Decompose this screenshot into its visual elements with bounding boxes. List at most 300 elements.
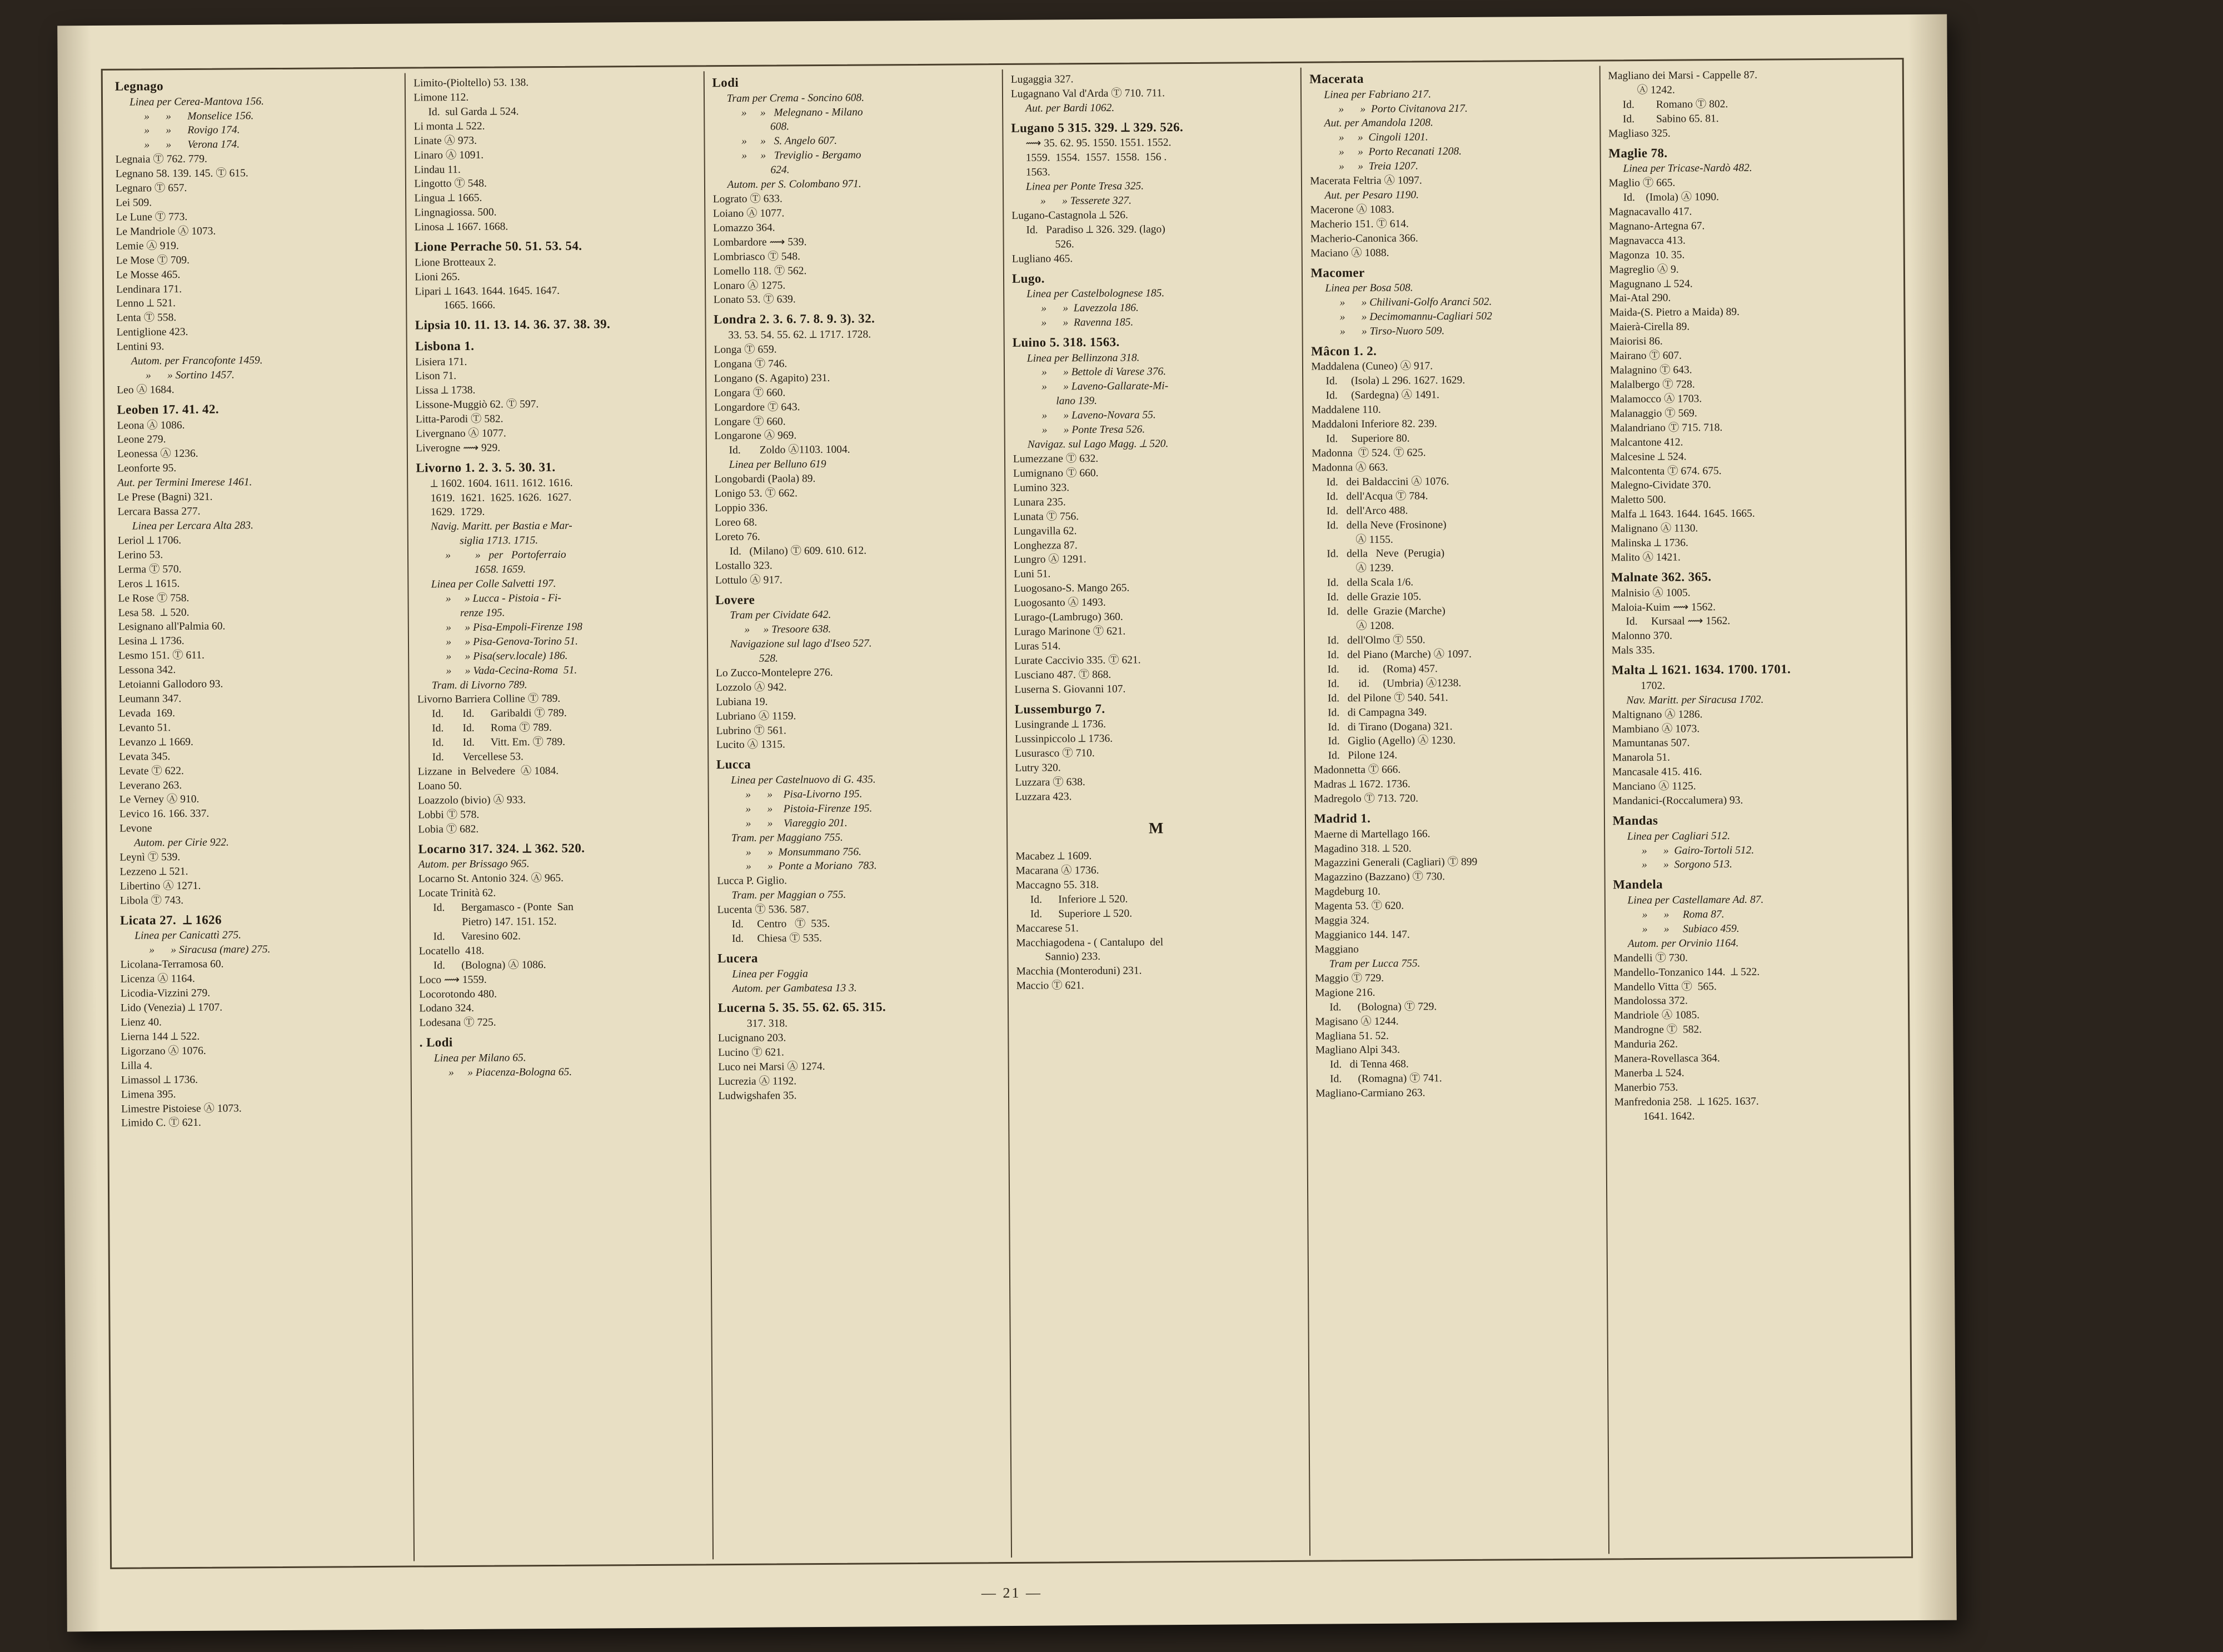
index-entry: Leoben 17. 41. 42. (117, 402, 220, 417)
index-entry: 526. (1055, 238, 1074, 251)
index-entry: Id. del Piano (Marche) Ⓐ 1097. (1327, 648, 1472, 661)
index-entry: Longare Ⓣ 660. (714, 415, 786, 428)
index-entry: Lierna 144 ⟂ 522. (121, 1030, 200, 1043)
index-entry: 624. (770, 164, 790, 176)
index-entry: » » Ravenna 185. (1041, 316, 1134, 329)
index-entry: Lurate Caccivio 335. Ⓣ 621. (1014, 654, 1141, 667)
index-entry: Linea per Castellamare Ad. 87. (1627, 894, 1764, 907)
index-entry: Maiorisi 86. (1609, 336, 1663, 348)
index-entry: » » Melegnano - Milano (741, 106, 863, 119)
index-entry: » » Pisa-Livorno 195. (745, 788, 863, 801)
index-entry: Id. Giglio (Agello) Ⓐ 1230. (1328, 735, 1456, 747)
index-entry: ⟂ 1602. 1604. 1611. 1612. 1616. (430, 477, 573, 490)
index-entry: Lentiglione 423. (116, 326, 188, 339)
index-entry: Magazzino (Bazzano) Ⓣ 730. (1314, 871, 1445, 884)
index-entry: Libertino Ⓐ 1271. (119, 880, 201, 892)
index-entry: Madonna Ⓣ 524. Ⓣ 625. (1312, 447, 1426, 460)
index-entry: Linea per Castelnuovo di G. 435. (731, 773, 876, 786)
index-entry: Macarana Ⓐ 1736. (1015, 864, 1099, 877)
index-entry: Madrid 1. (1314, 811, 1371, 826)
index-entry: Malta ⟂ 1621. 1634. 1700. 1701. (1611, 662, 1791, 677)
index-entry: Tram per Lucca 755. (1329, 957, 1420, 970)
index-entry: Magione 216. (1315, 986, 1375, 999)
index-entry: Limestre Pistoiese Ⓐ 1073. (121, 1102, 242, 1115)
index-entry: » » Tesserete 327. (1040, 194, 1132, 207)
index-entry: Lucrezia Ⓐ 1192. (718, 1075, 797, 1087)
index-entry: Madras ⟂ 1672. 1736. (1313, 778, 1410, 791)
index-entry: Id. Sabino 65. 81. (1622, 112, 1719, 125)
index-entry: Maccio Ⓣ 621. (1016, 980, 1084, 992)
index-entry: Ⓐ 1239. (1355, 562, 1394, 575)
index-entry: Malamocco Ⓐ 1703. (1609, 393, 1702, 406)
index-entry: Locorotondo 480. (419, 988, 497, 1000)
index-entry: Maggia 324. (1314, 915, 1370, 927)
index-entry: Autom. per Orvinio 1164. (1627, 937, 1739, 950)
columns-container (107, 64, 1907, 1563)
index-entry: Id. Kursaal ⟿ 1562. (1626, 615, 1731, 628)
index-entry: Lugo. (1011, 271, 1045, 286)
index-entry: Luzzara Ⓣ 638. (1015, 776, 1085, 788)
index-entry: Macerata Feltria Ⓐ 1097. (1310, 174, 1422, 187)
index-entry: Manerbio 753. (1614, 1081, 1678, 1094)
index-entry: Maierà-Cirella 89. (1609, 321, 1690, 333)
index-entry: Luni 51. (1014, 568, 1051, 581)
index-entry: Lienz 40. (121, 1016, 162, 1029)
index-entry: Lubrino Ⓣ 561. (716, 724, 786, 737)
index-entry: Ludwigshafen 35. (718, 1089, 797, 1102)
text-column-6 (1599, 64, 1907, 1554)
text-column-5 (1300, 66, 1608, 1555)
index-entry: 1658. 1659. (474, 563, 526, 576)
index-entry: Lucito Ⓐ 1315. (716, 738, 785, 751)
index-entry: Linea per Canicattì 275. (134, 929, 242, 942)
index-entry: Malcontenta Ⓣ 674. 675. (1610, 465, 1722, 477)
index-entry: Id. (Sardegna) Ⓐ 1491. (1325, 389, 1439, 402)
index-entry: Lumignano Ⓣ 660. (1013, 467, 1099, 480)
index-entry: Lucenta Ⓣ 536. 587. (717, 904, 809, 916)
index-entry: Lugagnano Val d'Arda Ⓣ 710. 711. (1010, 87, 1165, 100)
index-entry: Loiano Ⓐ 1077. (712, 207, 785, 220)
index-entry: Magugnano ⟂ 524. (1609, 278, 1693, 290)
index-entry: Linea per Belluno 619 (729, 458, 826, 471)
index-entry: Madonna Ⓐ 663. (1312, 461, 1388, 474)
index-entry: » » Lucca - Pistoia - Fi- (445, 592, 561, 605)
index-entry: Longobardi (Paola) 89. (714, 473, 816, 486)
index-entry: Lenno ⟂ 521. (116, 297, 176, 310)
index-entry: Luco nei Marsi Ⓐ 1274. (718, 1060, 825, 1073)
index-entry: Limido C. Ⓣ 621. (121, 1117, 201, 1130)
index-entry: Luogosano-S. Mango 265. (1014, 582, 1130, 595)
index-entry: Tram. per Maggian o 755. (731, 889, 846, 902)
index-entry: ⟿ 35. 62. 95. 1550. 1551. 1552. (1025, 137, 1172, 150)
index-entry: Mancasale 415. 416. (1612, 766, 1702, 778)
index-entry: » » Vada-Cecina-Roma 51. (446, 664, 577, 677)
index-entry: Lobbi Ⓣ 578. (418, 808, 480, 821)
index-entry: Linate Ⓐ 973. (413, 134, 477, 147)
index-entry: Lonaro Ⓐ 1275. (713, 279, 786, 292)
index-entry: Lumezzane Ⓣ 632. (1013, 453, 1099, 465)
index-entry: Licodia-Vizzini 279. (120, 987, 211, 1000)
index-entry: Id. di Campagna 349. (1328, 706, 1427, 719)
index-entry: 1629. 1729. (430, 506, 485, 518)
index-entry: Maccagno 55. 318. (1015, 879, 1099, 891)
index-entry: Lubriano Ⓐ 1159. (716, 710, 796, 722)
book-page (57, 14, 1957, 1632)
index-entry: Luzzara 423. (1015, 791, 1072, 803)
index-entry: » » Treviglio - Bergamo (741, 149, 861, 162)
index-entry: Lugano-Castagnola ⟂ 526. (1011, 209, 1128, 222)
index-entry: 1665. 1666. (443, 300, 496, 312)
index-entry: Licenza Ⓐ 1164. (120, 973, 195, 985)
index-entry: Le Verney Ⓐ 910. (119, 793, 200, 806)
index-entry: Magdeburg 10. (1314, 886, 1380, 898)
index-entry: Lione Perrache 50. 51. 53. 54. (414, 238, 582, 254)
index-entry: Lentini 93. (116, 341, 165, 353)
index-entry: Lezzeno ⟂ 521. (119, 866, 188, 878)
index-entry: Legnago (114, 79, 164, 93)
index-entry: » » Lavezzola 186. (1041, 302, 1139, 315)
index-entry: Lubiana 19. (716, 696, 768, 708)
index-entry: Lenta Ⓣ 558. (116, 312, 177, 325)
index-entry: Malegno-Cividate 370. (1610, 479, 1711, 492)
index-entry: Longarone Ⓐ 969. (714, 430, 797, 442)
index-entry: Lumino 323. (1013, 482, 1070, 494)
index-entry: 1702. (1641, 680, 1666, 692)
index-entry: Linea per Lercara Alta 283. (132, 520, 254, 532)
index-entry: Le Lune Ⓣ 773. (116, 211, 188, 223)
index-entry: Id. dell'Acqua Ⓣ 784. (1326, 490, 1428, 503)
index-entry: Malalbergo Ⓣ 728. (1609, 378, 1695, 391)
index-entry: Id. (Bologna) Ⓣ 729. (1329, 1000, 1437, 1014)
index-entry: Longhezza 87. (1013, 539, 1078, 552)
index-entry: Maida-(S. Pietro a Maida) 89. (1609, 306, 1740, 319)
index-entry: Id. sul Garda ⟂ 524. (428, 106, 519, 118)
index-entry: Mandolossa 372. (1613, 995, 1688, 1007)
index-entry: Mandanici-(Roccalumera) 93. (1612, 795, 1743, 807)
index-entry: Mamuntanas 507. (1612, 737, 1690, 750)
index-entry: Malfa ⟂ 1643. 1644. 1645. 1665. (1611, 508, 1755, 521)
index-entry: Aut. per Termini Imerese 1461. (117, 476, 252, 489)
index-entry: M (1148, 820, 1164, 837)
text-column-2 (405, 71, 712, 1561)
index-entry: 1559. 1554. 1557. 1558. 156 . (1025, 151, 1167, 164)
index-entry: Longano (S. Agapito) 231. (714, 372, 830, 385)
index-entry: Magliano Alpi 343. (1315, 1044, 1400, 1057)
index-entry: Maggiano (1314, 944, 1359, 956)
index-entry: Limone 112. (413, 91, 469, 104)
index-entry: Id. Pilone 124. (1328, 750, 1398, 762)
index-entry: Macerone Ⓐ 1083. (1310, 203, 1394, 216)
index-entry: Lurago-(Lambrugo) 360. (1014, 611, 1123, 624)
index-entry: Lisiera 171. (415, 356, 467, 368)
index-entry: Levada 169. (118, 707, 176, 720)
index-entry: Autom. per S. Colombano 971. (727, 178, 861, 191)
index-entry: Linea per Milano 65. (433, 1052, 526, 1065)
index-entry: Tram. per Maggiano 755. (731, 831, 843, 844)
index-entry: Magazzini Generali (Cagliari) Ⓣ 899 (1314, 856, 1478, 870)
index-entry: Longara Ⓣ 660. (714, 387, 786, 399)
index-entry: Macherio 151. Ⓣ 614. (1310, 218, 1409, 231)
index-entry: 1619. 1621. 1625. 1626. 1627. (430, 491, 572, 504)
index-entry: » » Sorgono 513. (1642, 859, 1733, 871)
index-entry: Linaro Ⓐ 1091. (413, 149, 484, 162)
index-entry: Li monta ⟂ 522. (413, 120, 485, 133)
index-entry: Autom. per Cirie 922. (134, 836, 229, 849)
index-entry: Id. Bergamasco - (Ponte San (433, 901, 574, 914)
index-entry: Luogosanto Ⓐ 1493. (1014, 597, 1106, 610)
index-entry: Lodi (712, 75, 739, 90)
index-entry: Malandriano Ⓣ 715. 718. (1610, 421, 1723, 435)
index-entry: Lison 71. (415, 370, 457, 382)
index-entry: Linea per Cerea-Mantova 156. (129, 95, 265, 108)
index-entry: » » Gairo-Tortoli 512. (1641, 844, 1755, 857)
index-entry: Lingnagiossa. 500. (414, 206, 497, 219)
index-entry: Id. Paradiso ⟂ 326. 329. (lago) (1026, 223, 1165, 236)
index-entry: » » Pisa-Genova-Torino 51. (446, 635, 578, 648)
index-entry: Lerino 53. (117, 549, 163, 561)
index-entry: Longa Ⓣ 659. (714, 343, 777, 356)
index-entry: 528. (759, 652, 779, 665)
index-entry: Lograto Ⓣ 633. (712, 193, 782, 206)
index-entry: Le Prese (Bagni) 321. (117, 491, 213, 503)
index-entry: Mandrogne Ⓣ 582. (1613, 1024, 1702, 1036)
index-entry: Id. (Isola) ⟂ 296. 1627. 1629. (1325, 375, 1466, 387)
index-entry: Maggio Ⓣ 729. (1314, 972, 1384, 985)
index-entry: Magliano-Carmiano 263. (1315, 1087, 1425, 1100)
index-entry: Id. di Tenna 468. (1329, 1058, 1409, 1071)
index-entry: » » Viareggio 201. (745, 817, 848, 830)
index-entry: Magliana 51. 52. (1315, 1030, 1389, 1042)
index-entry: Id. Vercellese 53. (432, 751, 524, 763)
index-entry: Linea per Bosa 508. (1325, 282, 1413, 295)
index-entry: Linea per Foggia (732, 967, 808, 980)
index-entry: Lindau 11. (414, 163, 461, 176)
text-column-3 (703, 69, 1011, 1559)
index-entry: Lovere (715, 592, 755, 607)
index-entry: » » Rovigo 174. (144, 124, 240, 137)
index-entry: Id. (Bologna) Ⓐ 1086. (433, 959, 546, 971)
index-entry: Macabez ⟂ 1609. (1015, 850, 1092, 862)
index-entry: Id. delle Grazie 105. (1327, 591, 1422, 603)
index-entry: » » Pistoia-Firenze 195. (745, 802, 873, 815)
index-entry: Licata 27. ⟂ 1626 (119, 912, 222, 927)
index-entry: Lilla 4. (121, 1060, 153, 1072)
index-entry: Maddaloni Inferiore 82. 239. (1311, 418, 1437, 431)
index-entry: Ⓐ 1242. (1637, 84, 1675, 96)
index-entry: Id. Inferiore ⟂ 520. (1030, 893, 1128, 906)
index-entry: Macomer (1310, 265, 1365, 280)
index-entry: Malignano Ⓐ 1130. (1611, 522, 1698, 535)
index-entry: Lucerna 5. 35. 55. 62. 65. 315. (717, 1000, 886, 1015)
index-entry: Loreo 68. (715, 516, 757, 529)
index-entry: Locatello 418. (418, 945, 485, 957)
index-entry: Mandas (1612, 813, 1658, 828)
index-entry: Maloia-Kuim ⟿ 1562. (1611, 601, 1716, 613)
index-entry: Legnano 58. 139. 145. Ⓣ 615. (115, 167, 248, 180)
index-entry: » » Decimomannu-Cagliari 502 (1339, 310, 1492, 323)
index-entry: Ⓐ 1155. (1355, 533, 1393, 546)
index-entry: Maletto 500. (1611, 494, 1666, 506)
index-entry: Lungavilla 62. (1013, 525, 1077, 537)
index-entry: Le Rose Ⓣ 758. (118, 592, 190, 605)
index-entry: Lugaggia 327. (1010, 73, 1074, 86)
index-entry: Lisbona 1. (415, 338, 475, 353)
index-entry: Magisano Ⓐ 1244. (1315, 1015, 1399, 1028)
index-entry: Lurago Marinone Ⓣ 621. (1014, 625, 1126, 638)
index-entry: Mandela (1613, 877, 1663, 892)
index-entry: Navigaz. sul Lago Magg. ⟂ 520. (1027, 438, 1169, 451)
index-entry: Id. id. (Umbria) Ⓐ1238. (1327, 677, 1462, 690)
index-entry: Maerne di Martellago 166. (1314, 827, 1431, 841)
index-entry: » » Ponte a Moriano 783. (746, 860, 877, 873)
index-entry: Leonessa Ⓐ 1236. (117, 448, 198, 461)
index-entry: Luserna S. Giovanni 107. (1014, 683, 1126, 696)
index-entry: Aut. per Pesaro 1190. (1324, 189, 1419, 202)
index-entry: » » Laveno-Novara 55. (1041, 409, 1156, 422)
index-entry: Magonza 10. 35. (1609, 249, 1685, 262)
index-entry: Id. Chiesa Ⓣ 535. (731, 932, 822, 945)
index-entry: Loano 50. (417, 780, 462, 792)
index-entry: Levata 345. (119, 750, 171, 763)
index-entry: Tram. di Livorno 789. (431, 678, 527, 691)
index-entry: Madregolo Ⓣ 713. 720. (1313, 792, 1419, 805)
index-entry: Aut. per Amandola 1208. (1324, 117, 1433, 129)
index-entry: Lussemburgo 7. (1014, 701, 1105, 716)
index-entry: Libola Ⓣ 743. (119, 894, 184, 907)
index-entry: Maglio Ⓣ 665. (1608, 177, 1676, 189)
page-border-frame (101, 58, 1913, 1569)
page-number: — 21 — (981, 1584, 1043, 1601)
index-entry: Lissa ⟂ 1738. (415, 385, 476, 397)
index-entry: Magnacavallo 417. (1608, 206, 1692, 218)
index-entry: Malcantone 412. (1610, 436, 1683, 449)
index-entry: Mambiano Ⓐ 1073. (1612, 722, 1700, 735)
index-entry: siglia 1713. 1715. (460, 535, 539, 547)
index-entry: Id. dell'Olmo Ⓣ 550. (1327, 634, 1425, 647)
index-entry: » » Pisa-Empoli-Firenze 198 (446, 621, 582, 633)
index-entry: Id. del Pilone Ⓣ 540. 541. (1327, 691, 1448, 705)
text-column-4 (1002, 68, 1310, 1558)
index-entry: Lione Brotteaux 2. (415, 256, 496, 269)
index-entry: Limena 395. (121, 1088, 176, 1101)
index-entry: Lozzolo Ⓐ 942. (716, 681, 787, 693)
index-entry: Id. della Neve (Perugia) (1327, 547, 1445, 560)
index-entry: 1641. 1642. (1643, 1110, 1695, 1122)
index-entry: Lunara 235. (1013, 496, 1066, 508)
index-entry: Lido (Venezia) ⟂ 1707. (120, 1001, 223, 1014)
index-entry: Lesmo 151. Ⓣ 611. (118, 650, 205, 662)
index-entry: » » Monselice 156. (144, 109, 254, 122)
index-entry: 33. 53. 54. 55. 62. ⟂ 1717. 1728. (728, 328, 871, 342)
index-entry: Limassol ⟂ 1736. (121, 1074, 198, 1086)
index-entry: Magadino 318. ⟂ 520. (1314, 842, 1412, 855)
index-entry: Magnavacca 413. (1609, 234, 1686, 247)
index-entry: Navigazione sul lago d'Iseo 527. (730, 637, 872, 651)
index-entry: Legnaia Ⓣ 762. 779. (115, 153, 207, 166)
index-entry: Sannio) 233. (1045, 951, 1101, 964)
index-entry: 608. (770, 121, 790, 133)
index-entry: Lipsia 10. 11. 13. 14. 36. 37. 38. 39. (415, 317, 611, 332)
index-entry: Id. Id. Vitt. Em. Ⓣ 789. (432, 736, 566, 749)
index-entry: Magenta 53. Ⓣ 620. (1314, 900, 1404, 912)
index-entry: Lingua ⟂ 1665. (414, 192, 482, 204)
index-entry: Magliaso 325. (1608, 127, 1671, 140)
index-entry: Lucca (716, 757, 751, 772)
index-entry: Loazzolo (bivio) Ⓐ 933. (417, 794, 526, 807)
index-entry: Id. Superiore ⟂ 520. (1030, 907, 1133, 920)
index-entry: Locarno St. Antonio 324. Ⓐ 965. (418, 872, 564, 885)
index-entry: Macherio-Canonica 366. (1310, 232, 1418, 245)
index-entry: Lugliano 465. (1011, 252, 1073, 265)
index-entry: Liverogne ⟿ 929. (416, 442, 501, 455)
index-entry: Locarno 317. 324. ⟂ 362. 520. (418, 841, 585, 856)
index-entry: » » Laveno-Gallarate-Mi- (1041, 380, 1169, 393)
index-entry: Ⓐ 1208. (1356, 620, 1394, 632)
index-entry: » » Monsummano 756. (745, 846, 862, 859)
index-entry: Macerata (1309, 72, 1364, 86)
index-entry: Longana Ⓣ 746. (714, 358, 787, 371)
index-entry: Letoianni Gallodoro 93. (118, 678, 223, 691)
index-entry: Id. Zoldo Ⓐ1103. 1004. (729, 444, 850, 457)
index-entry: Maciano Ⓐ 1088. (1310, 247, 1389, 259)
index-entry: Id. di Tirano (Dogana) 321. (1328, 720, 1453, 733)
index-entry: Manarola 51. (1612, 752, 1670, 764)
index-entry: » » Bettole di Varese 376. (1041, 366, 1167, 379)
index-entry: Leros ⟂ 1615. (118, 577, 180, 590)
index-entry: » » per Portoferraio (445, 549, 566, 562)
index-entry: Lissone-Muggiò 62. Ⓣ 597. (415, 398, 539, 411)
index-entry: Lusingrande ⟂ 1736. (1014, 718, 1106, 731)
index-entry: Levanzo ⟂ 1669. (119, 736, 193, 748)
index-entry: Id. delle Grazie (Marche) (1327, 605, 1446, 618)
index-entry: Lomello 118. Ⓣ 562. (713, 264, 807, 277)
index-entry: Tram per Cividate 642. (730, 609, 831, 622)
index-entry: Leverano 263. (119, 779, 182, 792)
text-column-1 (107, 73, 414, 1563)
index-entry: Linea per Colle Salvetti 197. (431, 577, 556, 591)
index-entry: Livorno 1. 2. 3. 5. 30. 31. (416, 460, 556, 475)
index-entry: Le Mosse 465. (116, 268, 181, 281)
index-entry: » » Piacenza-Bologna 65. (448, 1066, 572, 1079)
index-entry: Tram per Crema - Soncino 608. (726, 92, 865, 104)
index-entry: Lodano 324. (419, 1002, 474, 1015)
index-entry: Leynì Ⓣ 539. (119, 851, 181, 864)
index-entry: Id. id. (Roma) 457. (1327, 663, 1438, 676)
index-entry: Legnaro Ⓣ 657. (115, 182, 187, 194)
index-entry: Lottulo Ⓐ 917. (715, 574, 782, 586)
index-entry: Madonnetta Ⓣ 666. (1313, 763, 1401, 776)
index-entry: Leriol ⟂ 1706. (117, 534, 182, 547)
index-entry: Loreto 76. (715, 531, 760, 543)
index-entry: » » Tirso-Nuoro 509. (1339, 325, 1445, 338)
index-entry: Lucignano 203. (717, 1032, 786, 1045)
index-entry: Malagnino Ⓣ 643. (1609, 364, 1692, 377)
index-entry: Id. (Romagna) Ⓣ 741. (1330, 1072, 1442, 1085)
index-entry: Lusurasco Ⓣ 710. (1015, 747, 1095, 760)
index-entry: Lugano 5 315. 329. ⟂ 329. 526. (1011, 119, 1184, 135)
index-entry: Mai-Atal 290. (1609, 292, 1671, 305)
index-entry: » » Porto Recanati 1208. (1338, 146, 1462, 158)
index-entry: Id. della Scala 1/6. (1327, 576, 1414, 589)
index-entry: Mandelli Ⓣ 730. (1613, 952, 1688, 965)
index-entry: Id. dell'Arco 488. (1326, 505, 1408, 517)
index-entry: Mals 335. (1611, 645, 1655, 657)
index-entry: Id. Id. Garibaldi Ⓣ 789. (432, 707, 567, 720)
index-entry: Leone 279. (117, 433, 166, 446)
index-entry: Linea per Ponte Tresa 325. (1025, 180, 1144, 193)
index-entry: Levate Ⓣ 622. (119, 765, 184, 777)
index-entry: » » Roma 87. (1642, 909, 1724, 921)
